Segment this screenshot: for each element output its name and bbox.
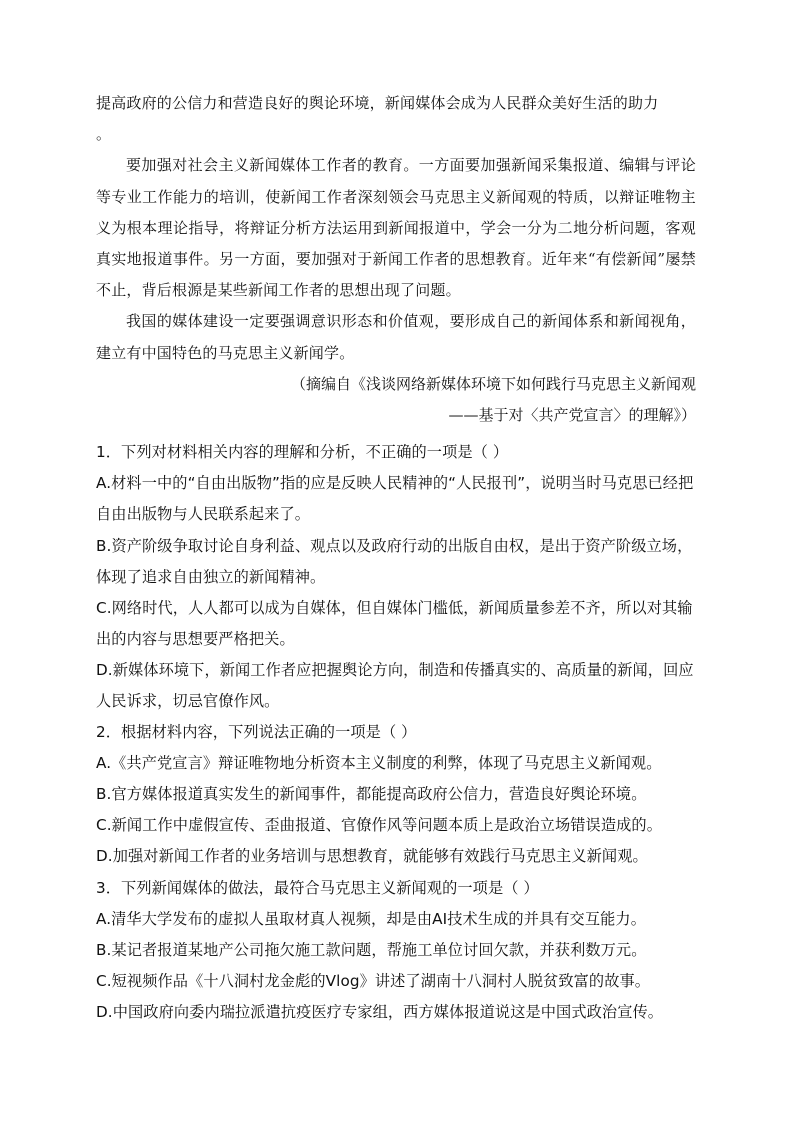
question-3-option-a: A.清华大学发布的虚拟人虽取材真人视频，却是由AI技术生成的并具有交互能力。 <box>96 909 646 928</box>
question-3-option-c: C.短视频作品《十八洞村龙金彪的Vlog》讲述了湖南十八洞村人脱贫致富的故事。 <box>96 971 651 990</box>
question-1-stem: 1．下列对材料相关内容的理解和分析，不正确的一项是（ ） <box>96 443 509 462</box>
question-2-option-d: D.加强对新闻工作者的业务培训与思想教育，就能够有效践行马克思主义新闻观。 <box>96 847 648 866</box>
question-1-option-c: C.网络时代，人人都可以成为自媒体，但自媒体门槛低，新闻质量参差不齐，所以对其输出的内容与思想要严格把关。 <box>96 598 693 648</box>
paragraph-continued-line1: 提高政府的公信力和营造良好的舆论环境，新闻媒体会成为人民群众美好生活的助力 <box>96 94 659 112</box>
citation-line2: ——基于对〈共产党宣言〉的理解》） <box>448 406 696 425</box>
question-3-option-d: D.中国政府向委内瑞拉派遣抗疫医疗专家组，西方媒体报道说这是中国式政治宣传。 <box>96 1002 664 1021</box>
question-3-option-b: B.某记者报道某地产公司拖欠施工款问题，帮施工单位讨回欠款，并获利数万元。 <box>96 940 647 959</box>
question-2-option-c: C.新闻工作中虚假宣传、歪曲报道、官僚作风等问题本质上是政治立场错误造成的。 <box>96 816 662 835</box>
paragraph-continued <box>96 88 696 150</box>
question-1-option-b: B.资产阶级争取讨论自身利益、观点以及政府行动的出版自由权，是出于资产阶级立场，体现了追求自由独立的新闻精神。 <box>96 536 693 586</box>
question-3-stem: 3．下列新闻媒体的做法，最符合马克思主义新闻观的一项是（ ） <box>96 878 539 897</box>
paragraph-education: 要加强对社会主义新闻媒体工作者的教育。一方面要加强新闻采集报道、编辑与评论等专业工作能力的培训，使新闻工作者深刻领会马克思主义新闻观的特质，以辩证唯物主义为根本理论指导，将辩证分析方法运用到新闻报道中，学会一分为二地分析问题，客观真实地报道事件。另一方面，要加强对于新闻工作者的思想教育。近年来“有偿新闻”屡禁不止，背后根源是某些新闻工作者的思想出现了问题。 <box>96 156 696 300</box>
citation-line1: （摘编自《浅谈网络新媒体环境下如何践行马克思主义新闻观 <box>290 374 696 393</box>
paragraph-media-building: 我国的媒体建设一定要强调意识形态和价值观，要形成自己的新闻体系和新闻视角，建立有中国特色的马克思主义新闻学。 <box>96 312 696 362</box>
question-2-option-a: A.《共产党宣言》辩证唯物地分析资本主义制度的利弊，体现了马克思主义新闻观。 <box>96 754 662 773</box>
document-page <box>96 88 696 1028</box>
paragraph-continued-line2: 。 <box>96 125 112 144</box>
source-citation <box>96 369 696 431</box>
question-2-option-b: B.官方媒体报道真实发生的新闻事件，都能提高政府公信力，营造良好舆论环境。 <box>96 785 647 804</box>
questions <box>96 437 696 1028</box>
question-1-option-d: D.新媒体环境下，新闻工作者应把握舆论方向，制造和传播真实的、高质量的新闻，回应人民诉求，切忌官僚作风。 <box>96 660 694 710</box>
question-2-stem: 2．根据材料内容，下列说法正确的一项是（ ） <box>96 723 417 742</box>
question-1-option-a: A.材料一中的“自由出版物”指的应是反映人民精神的“人民报刊”，说明当时马克思已经把自由出版物与人民联系起来了。 <box>96 474 694 524</box>
